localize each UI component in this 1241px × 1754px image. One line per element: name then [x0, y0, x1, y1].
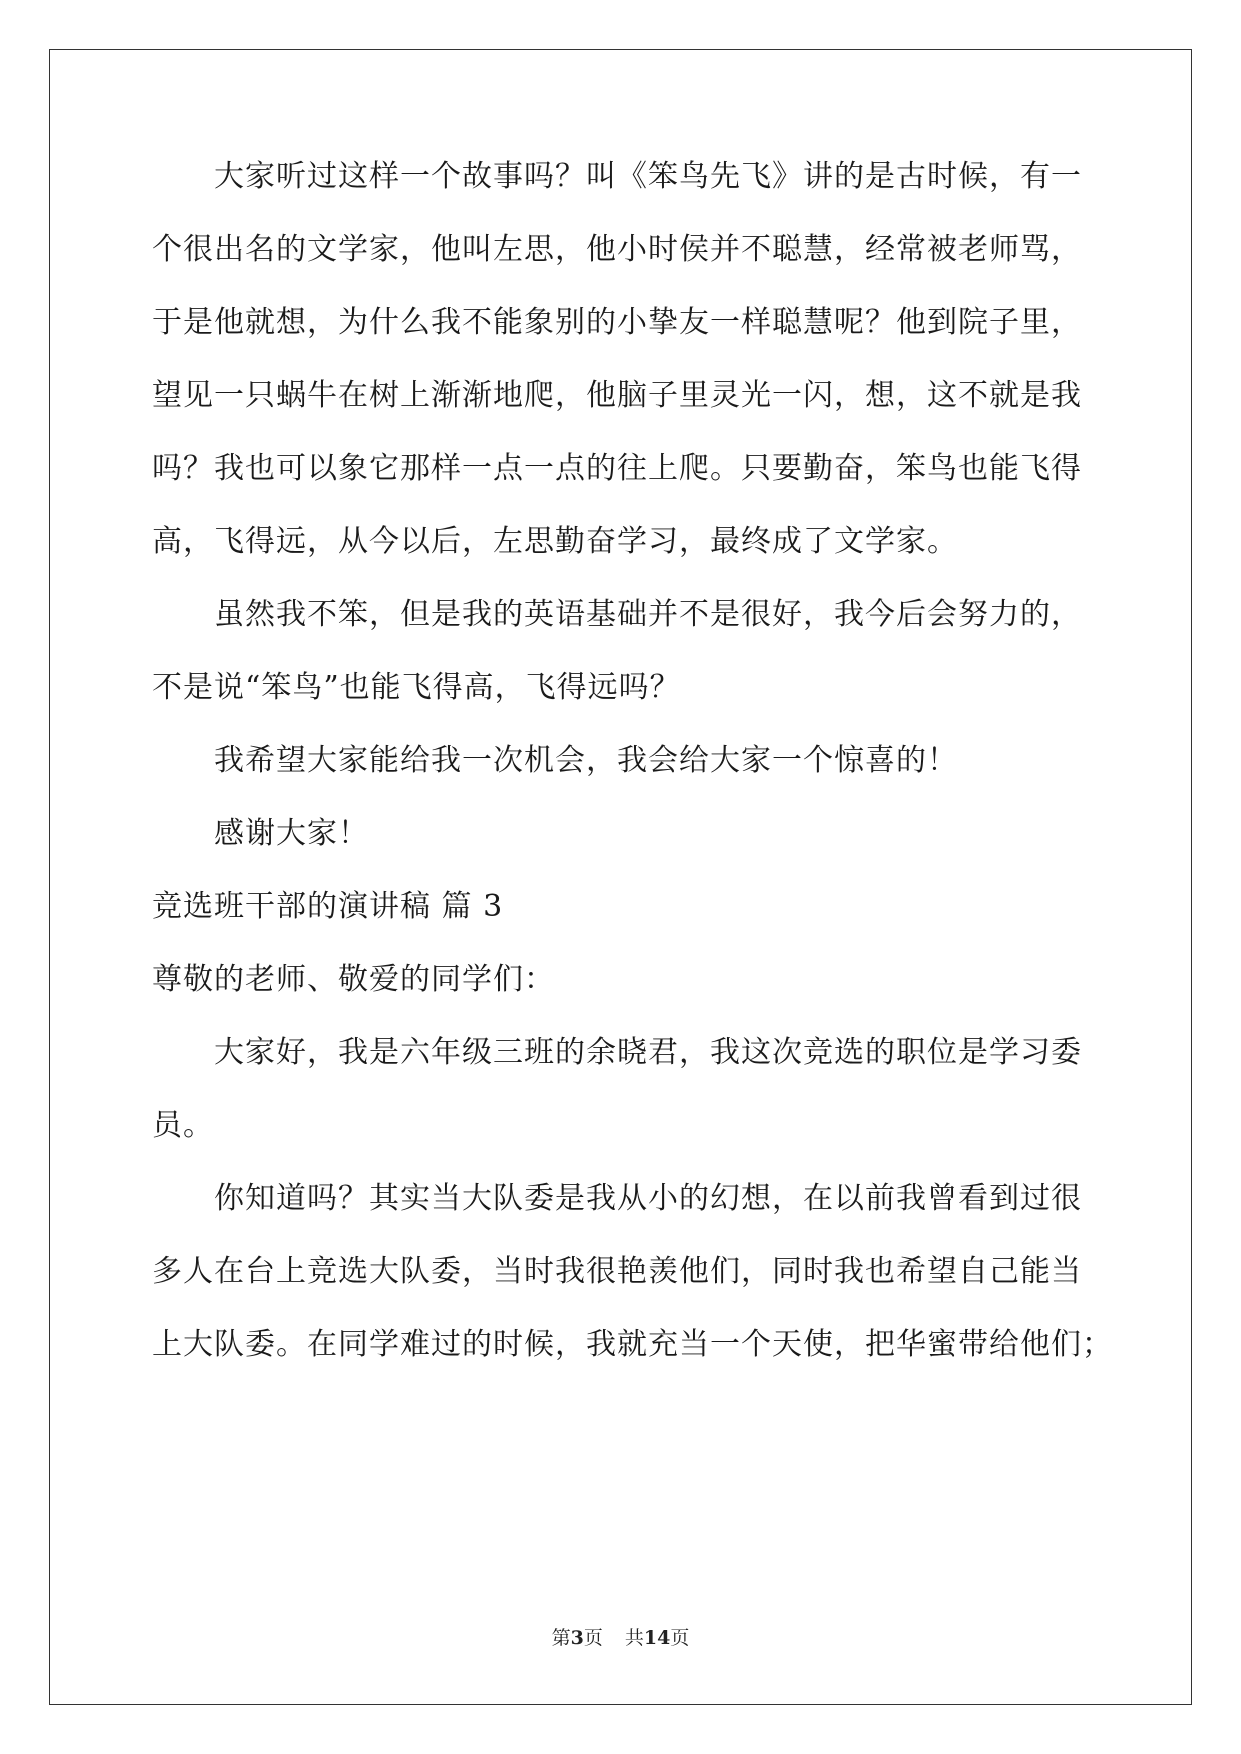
text-line: 上大队委。在同学难过的时候，我就充当一个天使，把华蜜带给他们； — [152, 1327, 1113, 1362]
text-line: 多人在台上竞选大队委，当时我很艳羡他们，同时我也希望自己能当 — [152, 1254, 1082, 1289]
text-line: 员。 — [152, 1108, 214, 1143]
page-footer — [0, 1626, 1241, 1650]
text-line: 你知道吗？其实当大队委是我从小的幻想，在以前我曾看到过很 — [214, 1181, 1082, 1216]
text-line: 望见一只蜗牛在树上渐渐地爬，他脑子里灵光一闪，想，这不就是我 — [152, 378, 1082, 413]
text-line: 感谢大家！ — [214, 816, 369, 851]
text-line: 不是说“笨鸟”也能飞得高，飞得远吗？ — [152, 670, 681, 705]
text-line: 大家好，我是六年级三班的余晓君，我这次竞选的职位是学习委 — [214, 1035, 1082, 1070]
text-line: 高，飞得远，从今以后，左思勤奋学习，最终成了文学家。 — [152, 524, 958, 559]
text-line: 个很出名的文学家，他叫左思，他小时侯并不聪慧，经常被老师骂， — [152, 232, 1082, 267]
salutation: 尊敬的老师、敬爱的同学们： — [152, 962, 555, 997]
text-line: 虽然我不笨，但是我的英语基础并不是很好，我今后会努力的， — [214, 597, 1082, 632]
page-total: 共14页 — [624, 1627, 690, 1649]
section-heading: 竞选班干部的演讲稿 篇 3 — [152, 889, 504, 924]
text-line: 于是他就想，为什么我不能象别的小挚友一样聪慧呢？他到院子里， — [152, 305, 1082, 340]
text-line: 吗？我也可以象它那样一点一点的往上爬。只要勤奋，笨鸟也能飞得 — [152, 451, 1082, 486]
page-number: 第3页 — [551, 1627, 603, 1649]
page-border — [49, 49, 1192, 1705]
text-line: 我希望大家能给我一次机会，我会给大家一个惊喜的！ — [214, 743, 958, 778]
text-line: 大家听过这样一个故事吗？叫《笨鸟先飞》讲的是古时候，有一 — [214, 159, 1082, 194]
